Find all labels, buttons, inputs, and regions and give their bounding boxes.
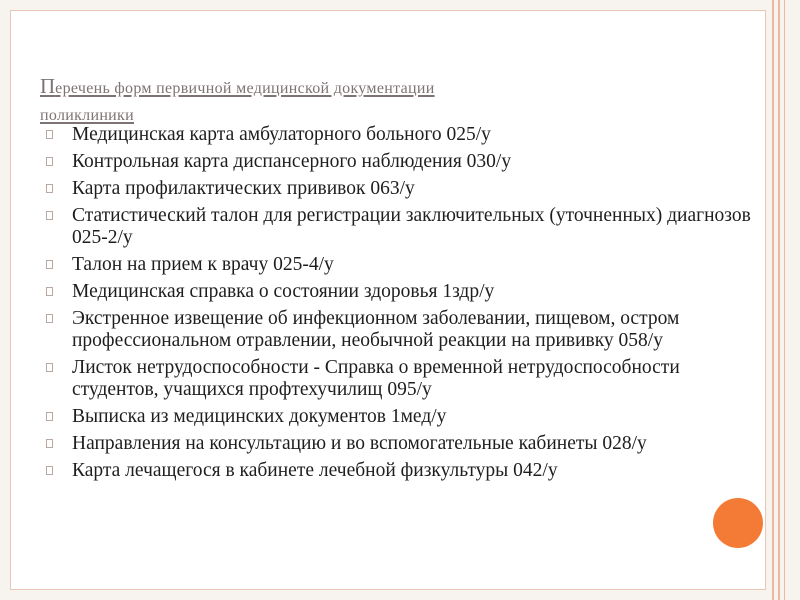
list-item-text: Экстренное извещение об инфекционном заболевании, пищевом, остром профессиональном отравлении, необычной реакции на прививку 058/у <box>72 308 680 351</box>
bullet-icon <box>46 466 53 475</box>
bullet-icon <box>46 363 53 372</box>
list-item-text: Медицинская справка о состоянии здоровья 1здр/у <box>72 281 495 302</box>
list-item-text: Выписка из медицинских документов 1мед/у <box>72 406 447 427</box>
decor-line-1 <box>772 0 774 600</box>
slide-title <box>40 74 740 128</box>
list-item-text: Контрольная карта диспансерного наблюдения 030/у <box>72 151 512 172</box>
title-cap: П <box>40 74 56 98</box>
list-item <box>42 406 762 428</box>
list-item-text: Направления на консультацию и во вспомогательные кабинеты 028/у <box>72 433 647 454</box>
list-item-text: Талон на прием к врачу 025-4/у <box>72 254 334 275</box>
title-line-2: поликлиники <box>40 107 134 124</box>
list-item <box>42 178 762 200</box>
bullet-icon <box>46 130 53 139</box>
document-list <box>42 124 762 487</box>
bullet-icon <box>46 314 53 323</box>
list-item <box>42 254 762 276</box>
list-item <box>42 205 762 249</box>
list-item <box>42 433 762 455</box>
list-item-text: Статистический талон для регистрации заключительных (уточненных) диагнозов 025-2/у <box>72 205 751 248</box>
list-item <box>42 124 762 146</box>
list-item <box>42 357 762 401</box>
bullet-icon <box>46 157 53 166</box>
bullet-icon <box>46 260 53 269</box>
list-item <box>42 281 762 303</box>
bullet-icon <box>46 287 53 296</box>
decor-line-2 <box>778 0 780 600</box>
list-item-text: Листок нетрудоспособности - Справка о временной нетрудоспособности студентов, учащихся профтехучилищ 095/у <box>72 357 680 400</box>
bullet-icon <box>46 439 53 448</box>
list-item-text: Медицинская карта амбулаторного больного 025/у <box>72 124 491 145</box>
bullet-icon <box>46 184 53 193</box>
list-item-text: Карта лечащегося в кабинете лечебной физкультуры 042/у <box>72 460 558 481</box>
list-item <box>42 460 762 482</box>
list-item <box>42 151 762 173</box>
title-line-1: еречень форм первичной медицинской документации <box>55 80 435 97</box>
decor-line-3 <box>784 0 785 600</box>
bullet-icon <box>46 412 53 421</box>
list-item <box>42 308 762 352</box>
decor-circle <box>713 498 763 548</box>
bullet-icon <box>46 211 53 220</box>
list-item-text: Карта профилактических прививок 063/у <box>72 178 415 199</box>
